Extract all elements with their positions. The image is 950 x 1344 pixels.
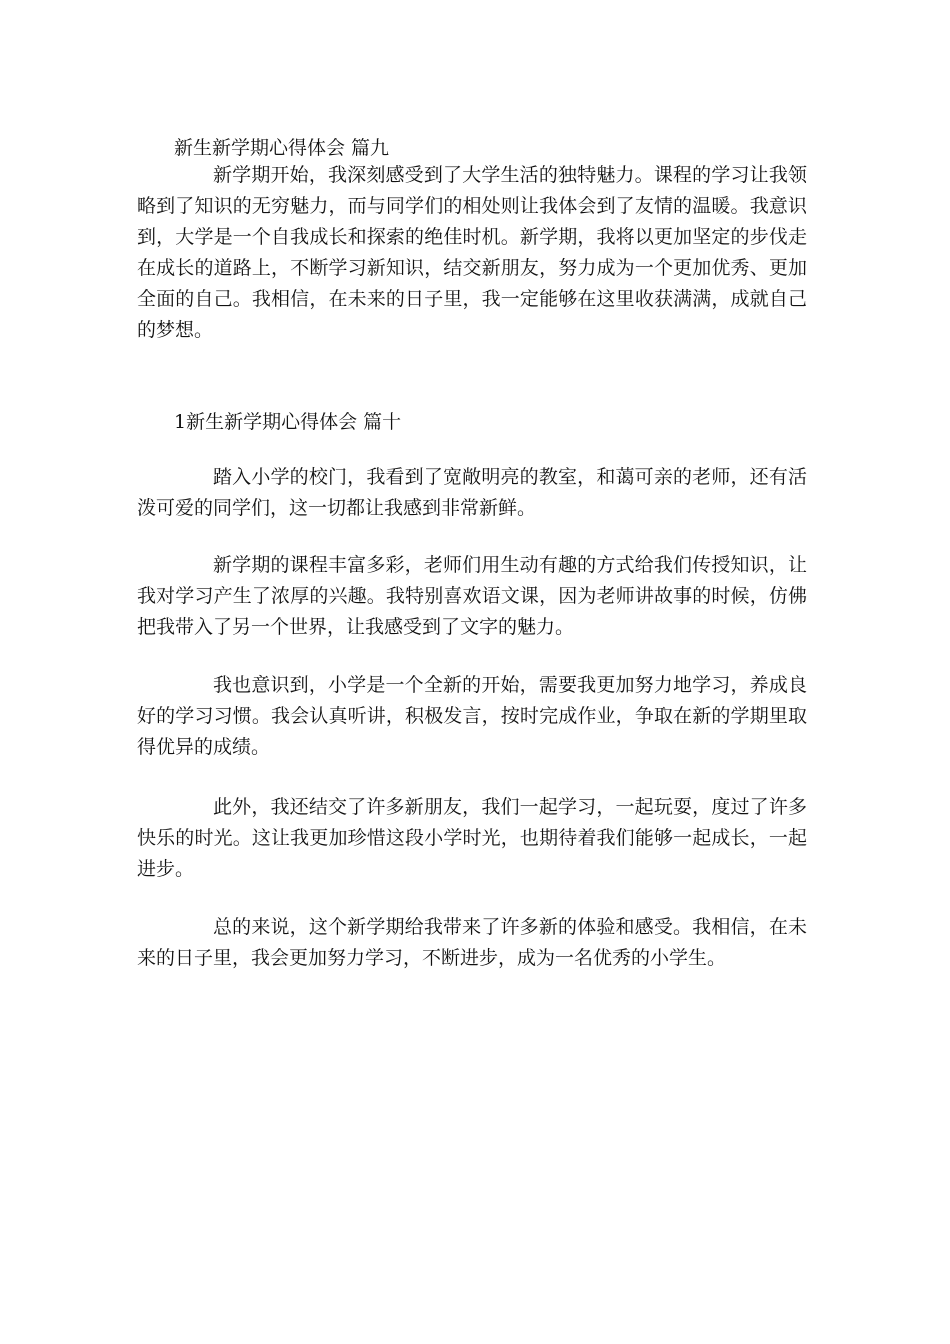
section-heading-10: 1新生新学期心得体会 篇十 [174,411,402,433]
section-heading-9: 新生新学期心得体会 篇九 [174,137,390,159]
paragraph-9-1: 新学期开始，我深刻感受到了大学生活的独特魅力。课程的学习让我领略到了知识的无穷魅力，而与同学们的相处则让我体会到了友情的温暖。我意识到，大学是一个自我成长和探索的绝佳时机。新学期，我将以更加坚定的步伐走在成长的道路上，不断学习新知识，结交新朋友，努力成为一个更加优秀、更加全面的自己。我相信，在未来的日子里，我一定能够在这里收获满满，成就自己的梦想。 [137,164,807,341]
paragraph-10-5: 总的来说，这个新学期给我带来了许多新的体验和感受。我相信，在未来的日子里，我会更加努力学习，不断进步，成为一名优秀的小学生。 [137,916,807,969]
paragraph-10-1: 踏入小学的校门，我看到了宽敞明亮的教室，和蔼可亲的老师，还有活泼可爱的同学们，这一切都让我感到非常新鲜。 [137,466,807,519]
paragraph-10-4: 此外，我还结交了许多新朋友，我们一起学习，一起玩耍，度过了许多快乐的时光。这让我更加珍惜这段小学时光，也期待着我们能够一起成长，一起进步。 [137,796,807,880]
paragraph-10-3: 我也意识到，小学是一个全新的开始，需要我更加努力地学习，养成良好的学习习惯。我会认真听讲，积极发言，按时完成作业，争取在新的学期里取得优异的成绩。 [137,674,807,758]
paragraph-10-2: 新学期的课程丰富多彩，老师们用生动有趣的方式给我们传授知识，让我对学习产生了浓厚的兴趣。我特别喜欢语文课，因为老师讲故事的时候，仿佛把我带入了另一个世界，让我感受到了文字的魅力。 [137,554,807,638]
